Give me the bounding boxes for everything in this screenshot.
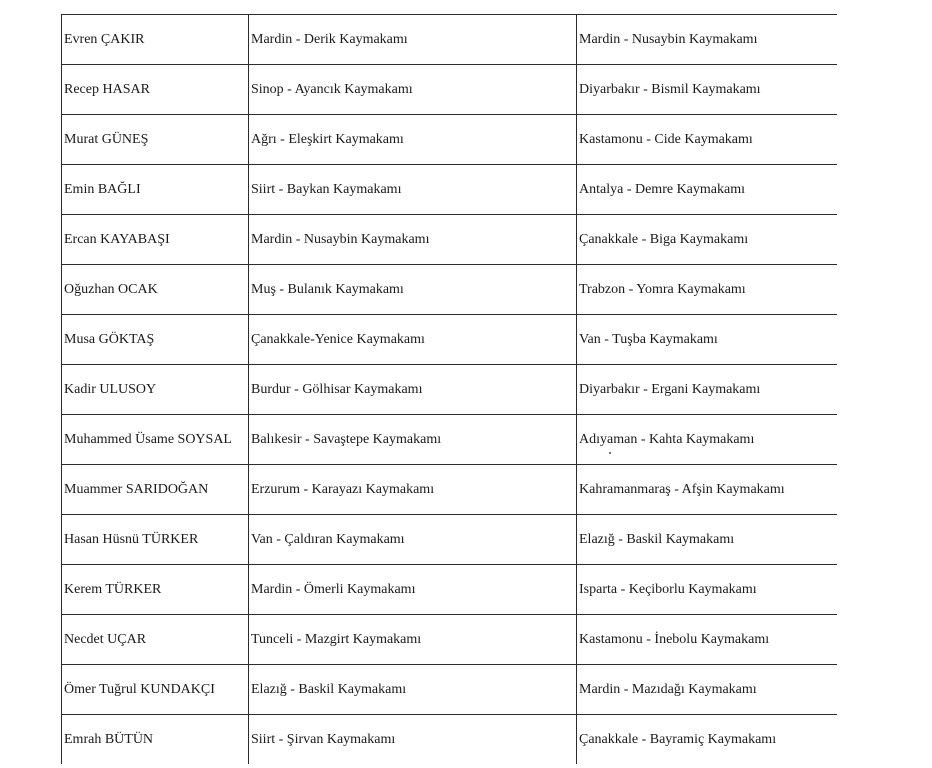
table-row [62, 115, 837, 165]
new-post-cell: Kastamonu - Cide Kaymakamı [577, 115, 837, 165]
current-post-cell: Muş - Bulanık Kaymakamı [249, 265, 577, 315]
official-name-cell: Emin BAĞLI [62, 165, 249, 215]
table-row [62, 415, 837, 465]
new-post-cell: Adıyaman - Kahta Kaymakamı [577, 415, 837, 465]
new-post-cell: Diyarbakır - Ergani Kaymakamı [577, 365, 837, 415]
scan-speck [609, 452, 611, 454]
new-post-cell: Trabzon - Yomra Kaymakamı [577, 265, 837, 315]
official-name-cell: Ömer Tuğrul KUNDAKÇI [62, 665, 249, 715]
current-post-cell: Balıkesir - Savaştepe Kaymakamı [249, 415, 577, 465]
current-post-cell: Çanakkale-Yenice Kaymakamı [249, 315, 577, 365]
new-post-cell: Diyarbakır - Bismil Kaymakamı [577, 65, 837, 115]
table-row [62, 515, 837, 565]
new-post-cell: Van - Tuşba Kaymakamı [577, 315, 837, 365]
current-post-cell: Sinop - Ayancık Kaymakamı [249, 65, 577, 115]
table-row [62, 665, 837, 715]
current-post-cell: Siirt - Baykan Kaymakamı [249, 165, 577, 215]
table-row [62, 565, 837, 615]
official-name-cell: Recep HASAR [62, 65, 249, 115]
new-post-cell: Antalya - Demre Kaymakamı [577, 165, 837, 215]
official-name-cell: Hasan Hüsnü TÜRKER [62, 515, 249, 565]
current-post-cell: Erzurum - Karayazı Kaymakamı [249, 465, 577, 515]
official-name-cell: Necdet UÇAR [62, 615, 249, 665]
table-row [62, 315, 837, 365]
current-post-cell: Tunceli - Mazgirt Kaymakamı [249, 615, 577, 665]
new-post-cell: Çanakkale - Bayramiç Kaymakamı [577, 715, 837, 765]
official-name-cell: Musa GÖKTAŞ [62, 315, 249, 365]
official-name-cell: Kadir ULUSOY [62, 365, 249, 415]
table-row [62, 265, 837, 315]
table-row [62, 715, 837, 765]
table-row [62, 615, 837, 665]
official-name-cell: Emrah BÜTÜN [62, 715, 249, 765]
official-name-cell: Muhammed Üsame SOYSAL [62, 415, 249, 465]
official-name-cell: Oğuzhan OCAK [62, 265, 249, 315]
new-post-cell: Elazığ - Baskil Kaymakamı [577, 515, 837, 565]
table-row [62, 465, 837, 515]
current-post-cell: Van - Çaldıran Kaymakamı [249, 515, 577, 565]
official-name-cell: Kerem TÜRKER [62, 565, 249, 615]
official-name-cell: Ercan KAYABAŞI [62, 215, 249, 265]
new-post-cell: Mardin - Mazıdağı Kaymakamı [577, 665, 837, 715]
current-post-cell: Elazığ - Baskil Kaymakamı [249, 665, 577, 715]
official-name-cell: Evren ÇAKIR [62, 15, 249, 65]
current-post-cell: Mardin - Derik Kaymakamı [249, 15, 577, 65]
current-post-cell: Siirt - Şirvan Kaymakamı [249, 715, 577, 765]
table-row [62, 165, 837, 215]
new-post-cell: Isparta - Keçiborlu Kaymakamı [577, 565, 837, 615]
table-row [62, 365, 837, 415]
official-name-cell: Murat GÜNEŞ [62, 115, 249, 165]
official-name-cell: Muammer SARIDOĞAN [62, 465, 249, 515]
current-post-cell: Mardin - Nusaybin Kaymakamı [249, 215, 577, 265]
table-row [62, 65, 837, 115]
new-post-cell: Kahramanmaraş - Afşin Kaymakamı [577, 465, 837, 515]
new-post-cell: Çanakkale - Biga Kaymakamı [577, 215, 837, 265]
current-post-cell: Ağrı - Eleşkirt Kaymakamı [249, 115, 577, 165]
table-row [62, 215, 837, 265]
new-post-cell: Kastamonu - İnebolu Kaymakamı [577, 615, 837, 665]
assignment-table [61, 14, 837, 764]
new-post-cell: Mardin - Nusaybin Kaymakamı [577, 15, 837, 65]
current-post-cell: Burdur - Gölhisar Kaymakamı [249, 365, 577, 415]
table-row [62, 15, 837, 65]
current-post-cell: Mardin - Ömerli Kaymakamı [249, 565, 577, 615]
assignment-table-body [62, 15, 837, 765]
